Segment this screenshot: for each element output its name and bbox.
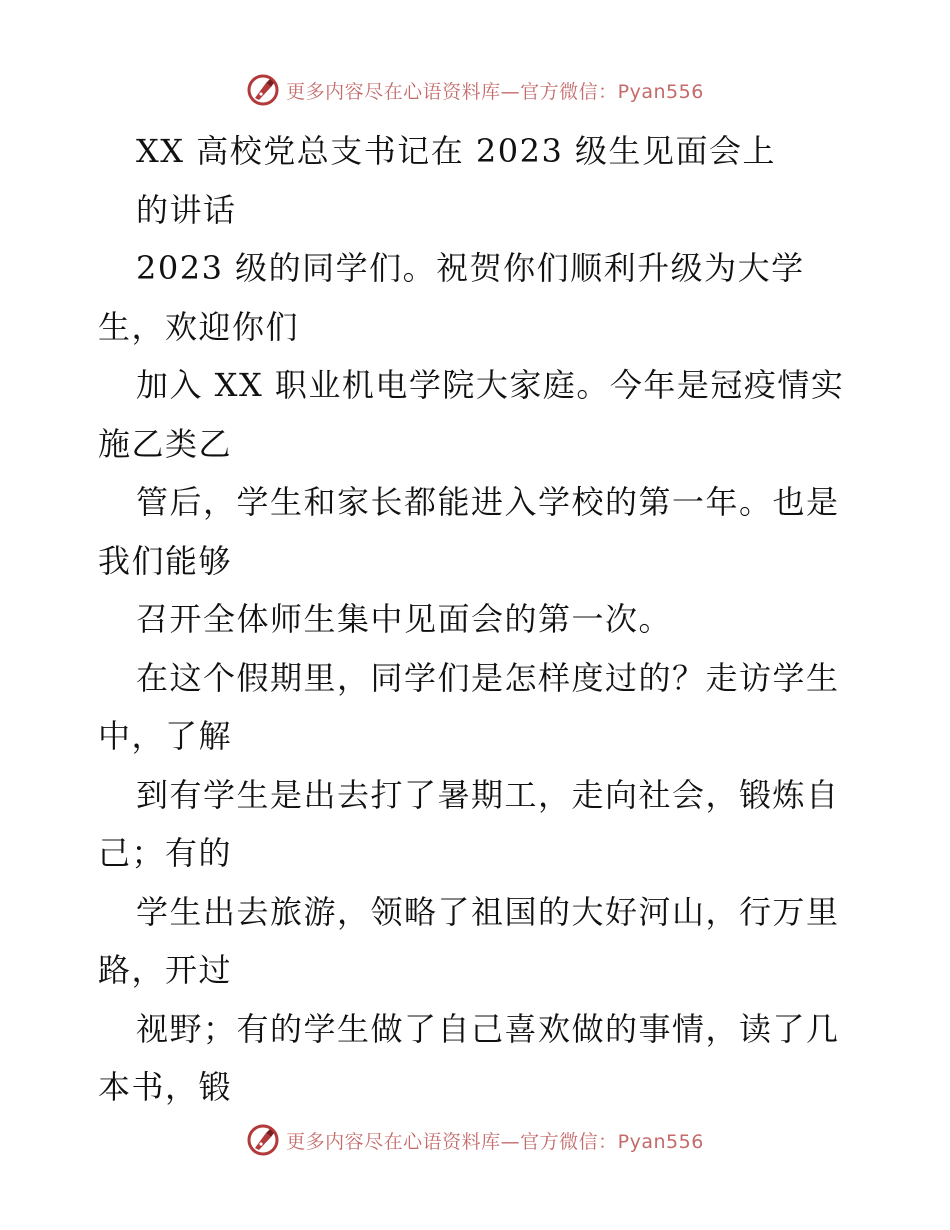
text-line: 召开全体师生集中见面会的第一次。: [136, 600, 673, 638]
footer-watermark: [0, 1120, 950, 1160]
text-line: 我们能够: [98, 541, 233, 580]
text-line: 本书，锻: [98, 1068, 233, 1106]
text-line: 在这个假期里，同学们是怎样度过的？走访学生: [136, 658, 840, 697]
pen-nib-circle-icon: [246, 73, 280, 107]
text-line: 中，了解: [98, 717, 233, 755]
watermark-text: 更多内容尽在心语资料库—官方微信：Pyan556: [286, 1130, 704, 1153]
text-line: 生，欢迎你们: [98, 307, 300, 346]
text-line: 己；有的: [98, 834, 233, 872]
document-body: [98, 122, 858, 1117]
header-watermark: [0, 70, 950, 110]
text-line: 2023 级的同学们。祝贺你们顺利升级为大学: [136, 249, 805, 287]
watermark-text: 更多内容尽在心语资料库—官方微信：Pyan556: [286, 80, 704, 103]
text-line: 路，开过: [98, 951, 233, 989]
text-line: 管后，学生和家长都能进入学校的第一年。也是: [136, 483, 840, 521]
pen-nib-circle-icon: [246, 1123, 280, 1157]
text-line: 施乙类乙: [98, 424, 233, 463]
text-line: 视野；有的学生做了自己喜欢做的事情，读了几: [136, 1009, 840, 1048]
text-line: 到有学生是出去打了暑期工，走向社会，锻炼自: [136, 775, 840, 814]
text-line: 加入 XX 职业机电学院大家庭。今年是冠疫情实: [136, 366, 845, 404]
text-line: 的讲话: [136, 190, 237, 229]
text-line: XX 高校党总支书记在 2023 级生见面会上: [136, 132, 777, 170]
text-line: 学生出去旅游，领略了祖国的大好河山，行万里: [136, 892, 840, 931]
